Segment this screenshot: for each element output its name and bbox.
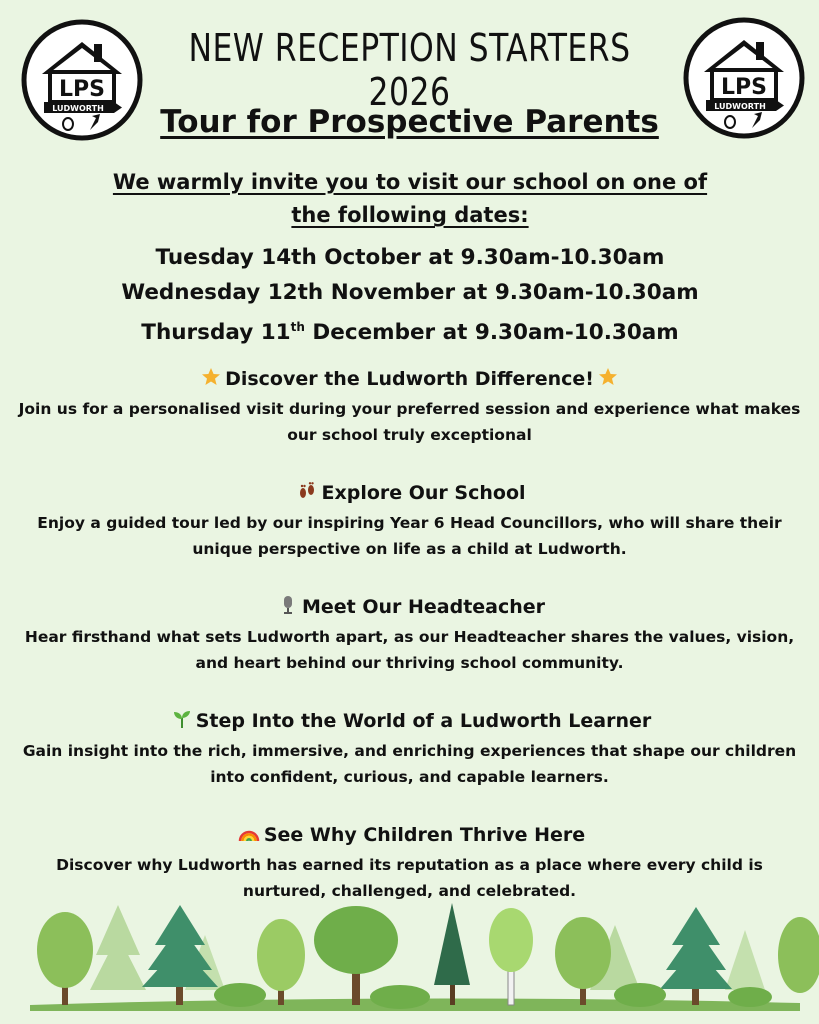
rainbow-icon [238,822,260,852]
section-body: Join us for a personalised visit during your preferred session and experience what makes our school truly exceptional [18,400,801,444]
page-title: NEW RECEPTION STARTERS 2026 [188,26,631,114]
section-discover [14,364,805,478]
invite-text: We warmly invite you to visit our school on one of the following dates: [112,170,708,227]
section-headteacher [14,592,805,706]
date-item: Thursday 11th December at 9.30am-10.30am [141,320,679,346]
section-body: Enjoy a guided tour led by our inspiring Year 6 Head Councillors, who will share their unique perspective on life as a child at Ludworth. [37,514,782,558]
info-sections [14,364,805,934]
logo-name-text: LUDWORTH [52,104,104,113]
dates-list [60,240,760,345]
microphone-icon [278,594,298,624]
section-heading: See Why Children Thrive Here [263,824,586,846]
section-heading: Explore Our School [321,482,526,504]
seedling-icon [172,708,192,738]
forest-illustration [0,895,819,1024]
logo-initials-text: LPS [59,77,105,102]
section-body: Discover why Ludworth has earned its reputation as a place where every child is nurtured, challenged, and celebrated. [56,856,763,900]
date-item: Tuesday 14th October at 9.30am-10.30am [155,245,665,270]
school-logo-left [20,18,144,142]
footprints-icon [297,480,317,510]
svg-text:LUDWORTH: LUDWORTH [714,102,766,111]
section-body: Gain insight into the rich, immersive, and enriching experiences that shape our children into confident, curious, and capable learners. [22,742,797,786]
section-heading: Step Into the World of a Ludworth Learner [195,710,652,732]
school-logo-right [682,16,806,140]
section-body: Hear firsthand what sets Ludworth apart, as our Headteacher shares the values, vision, and heart behind our thriving school community. [24,628,795,672]
star-icon [201,366,221,396]
svg-text:LPS: LPS [721,75,767,100]
section-heading: Discover the Ludworth Difference! [225,368,594,390]
section-explore [14,478,805,592]
section-heading: Meet Our Headteacher [301,596,546,618]
page-subtitle: Tour for Prospective Parents [160,104,659,140]
star-icon [598,366,618,396]
section-learner [14,706,805,820]
date-item: Wednesday 12th November at 9.30am-10.30am [121,280,699,305]
